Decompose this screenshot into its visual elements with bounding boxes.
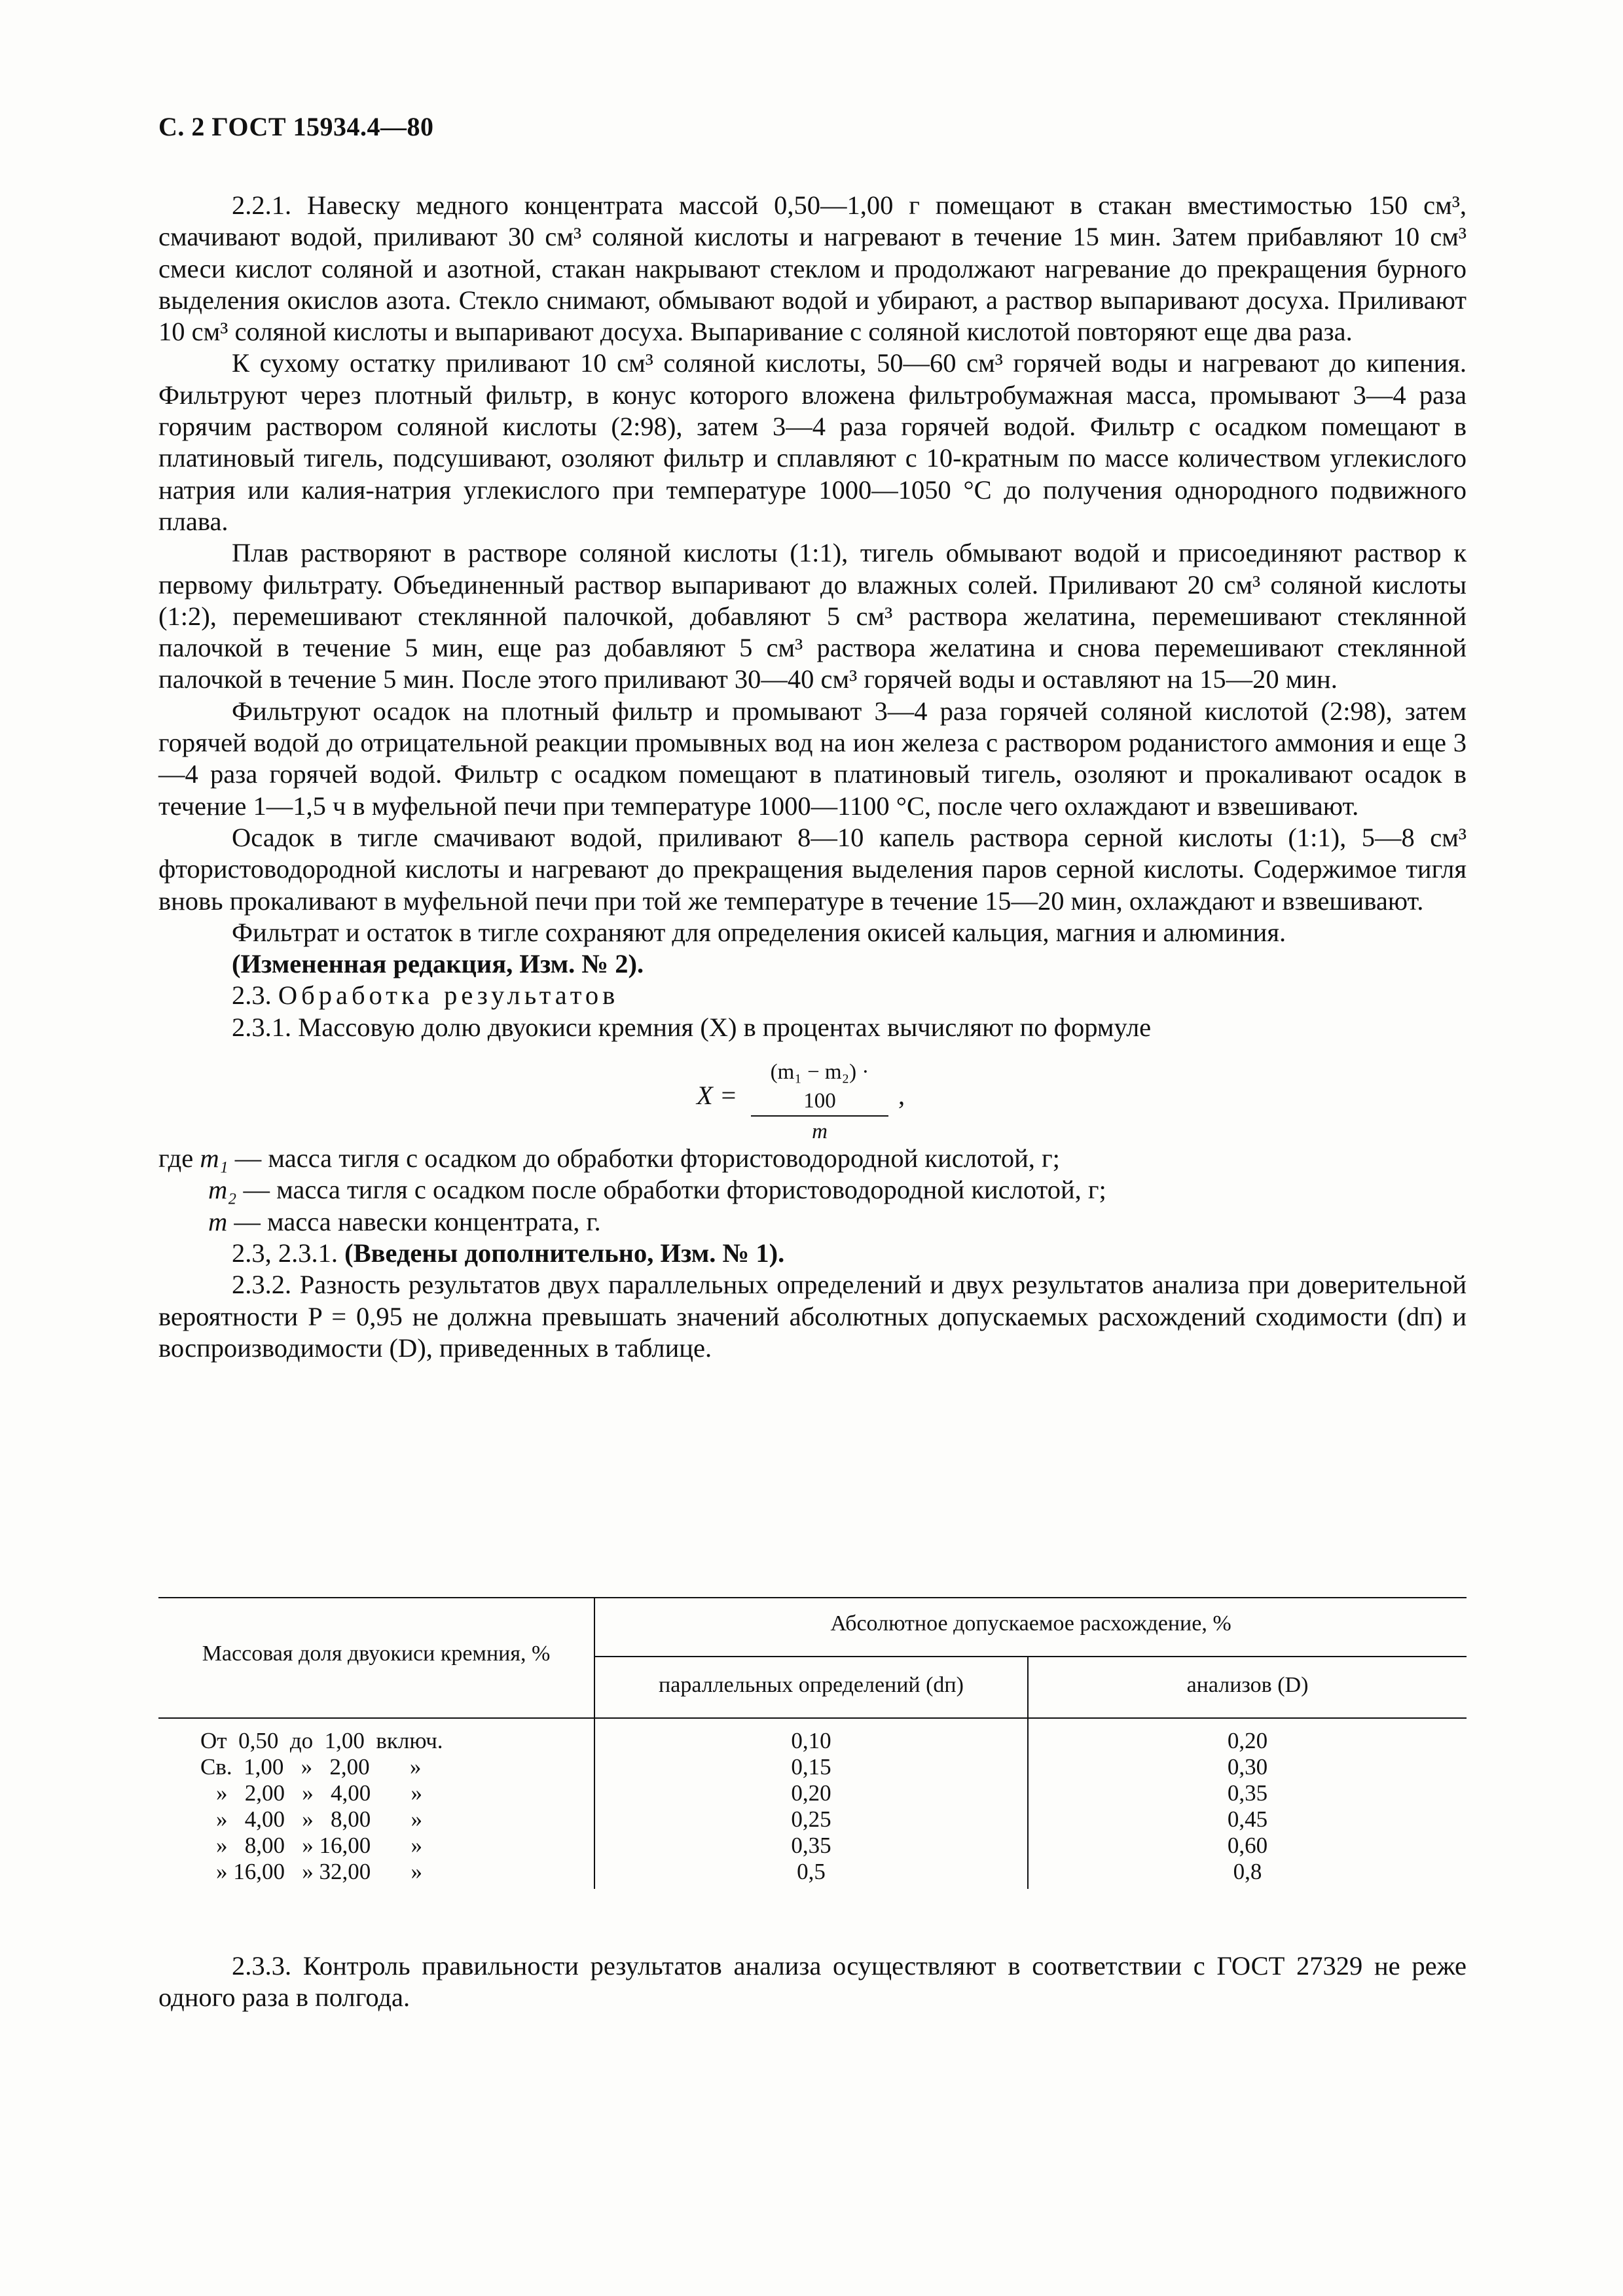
table-row bbox=[158, 1754, 1467, 1783]
paragraph-2-3-1: 2.3.1. Массовую долю двуокиси кремния (X) в процентах вычисляют по формуле bbox=[232, 1012, 1152, 1042]
cell-range: » 16,00 » 32,00 » bbox=[216, 1859, 422, 1884]
table-row bbox=[158, 1833, 1467, 1861]
cell-D: 0,8 bbox=[1233, 1859, 1262, 1884]
table-row bbox=[158, 1728, 1467, 1757]
cell-D: 0,20 bbox=[1227, 1728, 1268, 1753]
main-text bbox=[158, 190, 1467, 1364]
cell-d: 0,25 bbox=[791, 1806, 831, 1832]
table-group-rule bbox=[595, 1656, 1467, 1657]
cell-D: 0,60 bbox=[1227, 1833, 1268, 1858]
symbol-m1: m₁ bbox=[200, 1143, 228, 1174]
table-header-analyses: анализов (D) bbox=[1186, 1673, 1309, 1697]
revision-note-text: (Измененная редакция, Изм. № 2). bbox=[232, 949, 644, 979]
formula-denominator: m bbox=[812, 1120, 828, 1144]
paragraph-precipitate: Осадок в тигле смачивают водой, приливают 8—10 капель раствора серной кислоты (1:1), 5—8 см³ фтористоводородной кислоты и нагревают до прекращения выделения паров серной кислоты. Содержимое тигля вновь прокаливают в муфельной печи при той же температуре в течение 15—20 мин, охлаждают и взвешивают. bbox=[158, 822, 1467, 916]
formula-comma: , bbox=[898, 1081, 905, 1111]
cell-range: » 8,00 » 16,00 » bbox=[216, 1833, 422, 1858]
table-top-rule bbox=[158, 1597, 1467, 1598]
page-header: С. 2 ГОСТ 15934.4—80 bbox=[158, 112, 434, 141]
symbol-m2: m₂ bbox=[208, 1175, 237, 1205]
where-desc-m1: — масса тигля с осадком до обработки фтористоводородной кислотой, г; bbox=[228, 1143, 1060, 1174]
section-heading-2-3 bbox=[158, 980, 1467, 1011]
paragraph-2-2-1: 2.2.1. Навеску медного концентрата массой 0,50—1,00 г помещают в стакан вместимостью 150 см³, смачивают водой, приливают 30 см³ соляной кислоты и нагревают в течение 15 мин. Затем прибавляют 10 см³ смеси кислот соляной и азотной, стакан накрывают стеклом и продолжают нагревание до прекращения бурного выделения окислов азота. Стекло снимают, обмывают водой и убирают, а раствор выпаривают досуха. Приливают 10 см³ соляной кислоты и выпаривают досуха. Выпаривание с соляной кислотой повторяют еще два раза. bbox=[158, 190, 1467, 347]
intro-note bbox=[158, 1238, 1467, 1269]
table-row bbox=[158, 1780, 1467, 1809]
cell-range: Св. 1,00 » 2,00 » bbox=[200, 1754, 422, 1780]
cell-d: 0,15 bbox=[791, 1754, 831, 1780]
cell-D: 0,35 bbox=[1227, 1780, 1268, 1806]
table-header-mass-fraction: Массовая доля двуокиси кремния, % bbox=[202, 1641, 551, 1666]
cell-range: » 2,00 » 4,00 » bbox=[216, 1780, 422, 1806]
paragraph-2-3-3: 2.3.3. Контроль правильности результатов анализа осуществляют в соответствии с ГОСТ 27329 не реже одного раза в полгода. bbox=[158, 1951, 1467, 2013]
intro-note-text: (Введены дополнительно, Изм. № 1). bbox=[344, 1238, 785, 1268]
where-prefix: где bbox=[158, 1143, 200, 1174]
cell-D: 0,45 bbox=[1227, 1806, 1268, 1832]
heading-number: 2.3. bbox=[232, 980, 272, 1011]
paragraph-filtrate: Фильтрат и остаток в тигле сохраняют для определения окисей кальция, магния и алюминия. bbox=[232, 917, 1286, 947]
where-desc-m2: — масса тигля с осадком после обработки фтористоводородной кислотой, г; bbox=[236, 1175, 1106, 1205]
paragraph-dry-residue: К сухому остатку приливают 10 см³ соляной кислоты, 50—60 см³ горячей воды и нагревают до кипения. Фильтруют через плотный фильтр, в конус которого вложена фильтробумажная масса, промывают 3—4 раза горячим раствором соляной кислоты (2:98), затем 3—4 раза горячей водой. Фильтр с осадком помещают в платиновый тигель, подсушивают, озоляют фильтр и сплавляют с 10-кратным по массе количеством углекислого натрия или калия-натрия углекислого при температуре 1000—1050 °С до получения однородного подвижного плава. bbox=[158, 348, 1467, 536]
cell-d: 0,20 bbox=[791, 1780, 831, 1806]
formula-lhs: X = bbox=[697, 1081, 738, 1111]
where-line-m1 bbox=[158, 1143, 1467, 1174]
where-line-m bbox=[158, 1206, 1467, 1238]
table-header-parallel: параллельных определений (dп) bbox=[659, 1673, 964, 1697]
formula bbox=[158, 1058, 1467, 1144]
intro-note-prefix: 2.3, 2.3.1. bbox=[232, 1238, 345, 1268]
cell-D: 0,30 bbox=[1227, 1754, 1268, 1780]
section-2-3-3 bbox=[158, 1950, 1467, 2014]
cell-d: 0,10 bbox=[791, 1728, 831, 1753]
cell-range: » 4,00 » 8,00 » bbox=[216, 1806, 422, 1832]
cell-range: От 0,50 до 1,00 включ. bbox=[200, 1728, 443, 1753]
formula-numerator: (m₁ − m₂) · 100 bbox=[751, 1058, 888, 1117]
heading-text: Обработка результатов bbox=[278, 980, 619, 1011]
paragraph-2-3-2: 2.3.2. Разность результатов двух параллельных определений и двух результатов анализа при доверительной вероятности P = 0,95 не должна превышать значений абсолютных допускаемых расхождений сходимости (dп) и воспроизводимости (D), приведенных в таблице. bbox=[158, 1270, 1467, 1363]
revision-note bbox=[158, 948, 1467, 980]
where-line-m2 bbox=[158, 1174, 1467, 1206]
cell-d: 0,5 bbox=[797, 1859, 826, 1884]
formula-fraction bbox=[751, 1058, 888, 1147]
cell-d: 0,35 bbox=[791, 1833, 831, 1858]
table-row bbox=[158, 1806, 1467, 1835]
table-header-rule bbox=[158, 1717, 1467, 1719]
paragraph-melt: Плав растворяют в растворе соляной кислоты (1:1), тигель обмывают водой и присоединяют раствор к первому фильтрату. Объединенный раствор выпаривают до влажных солей. Приливают 20 см³ соляной кислоты (1:2), перемешивают стеклянной палочкой, добавляют 5 см³ раствора желатина, перемешивают стеклянной палочкой в течение 5 мин, еще раз добавляют 5 см³ раствора желатина и снова перемешивают стеклянной палочкой в течение 5 мин. После этого приливают 30—40 см³ горячей воды и оставляют на 15—20 мин. bbox=[158, 538, 1467, 694]
table-row bbox=[158, 1859, 1467, 1888]
where-desc-m: — масса навески концентрата, г. bbox=[227, 1206, 601, 1236]
paragraph-filter: Фильтруют осадок на плотный фильтр и промывают 3—4 раза горячей соляной кислотой (2:98), затем горячей водой до отрицательной реакции промывных вод на ион железа с раствором роданистого аммония и еще 3—4 раза горячей водой. Фильтр с осадком помещают в платиновый тигель, озоляют и прокаливают осадок в течение 1—1,5 ч в муфельной печи при температуре 1000—1100 °С, после чего охлаждают и взвешивают. bbox=[158, 696, 1467, 821]
table-header-group: Абсолютное допускаемое расхождение, % bbox=[830, 1611, 1231, 1636]
symbol-m: m bbox=[208, 1206, 228, 1236]
